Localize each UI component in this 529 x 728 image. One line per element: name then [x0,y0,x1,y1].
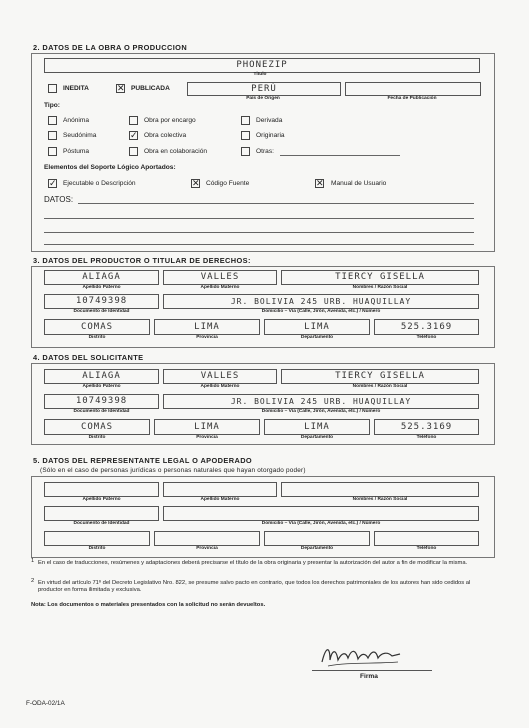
s5-materno-label: Apellido Materno [200,497,240,502]
anonima-label: Anónima [63,117,90,124]
nota-text: Nota: Los documentos o materiales presentados con la solicitud no serán devueltos. [31,602,266,608]
s4-departamento-field[interactable] [264,419,370,435]
por-encargo-checkbox[interactable] [129,116,138,125]
postuma-label: Póstuma [63,148,90,155]
s4-telefono-value: 525.3169 [400,422,453,432]
pub-date-label: Fecha de Publicación [387,96,437,101]
s3-paterno-value: ALIAGA [82,272,121,282]
por-encargo-label: Obra por encargo [144,117,196,124]
ejecutable-label: Ejecutable o Descripción [63,180,136,187]
form-code: F-ODA-02/1A [26,700,65,707]
s5-provincia-label: Provincia [196,546,218,551]
s4-telefono-field[interactable] [374,419,479,435]
s3-telefono-label: Teléfono [416,335,437,340]
s4-provincia-value: LIMA [194,422,220,432]
signature-icon [318,640,403,672]
s5-doc-field[interactable] [44,506,159,521]
s3-nombres-field[interactable] [281,270,479,285]
footnote1-mark: 1 [31,558,35,564]
s3-distrito-label: Distrito [88,335,106,340]
s4-departamento-label: Departamento [300,435,334,440]
s4-distrito-field[interactable] [44,419,150,435]
originaria-checkbox[interactable] [241,131,250,140]
s5-materno-field[interactable] [163,482,277,497]
seudonima-label: Seudónima [63,132,97,139]
footnote2-text: En virtud del artículo 71º del Decreto Legislativo Nro. 822, se presume salvo pacto en contrario, que todos los derechos patrimoniales de los autores han sido cedidos al productor en forma ilimitada y exclusiva. [38,580,471,594]
s4-paterno-label: Apellido Paterno [82,384,121,389]
datos-label: DATOS: [44,195,74,204]
tipo-label: Tipo: [44,102,60,109]
s3-departamento-value: LIMA [304,322,330,332]
s3-departamento-label: Departamento [300,335,334,340]
s4-doc-field[interactable] [44,394,159,409]
s4-paterno-field[interactable] [44,369,159,384]
s5-telefono-label: Teléfono [416,546,437,551]
s5-distrito-label: Distrito [88,546,106,551]
s3-nombres-label: Nombres / Razón Social [352,285,408,290]
footnote2-mark: 2 [31,578,35,584]
s4-domicilio-value: JR. BOLIVIA 245 URB. HUAQUILLAY [230,397,412,406]
s5-domicilio-field[interactable] [163,506,479,521]
s5-telefono-field[interactable] [374,531,479,546]
s5-provincia-field[interactable] [154,531,260,546]
s3-doc-label: Documento de Identidad [73,309,130,314]
s3-domicilio-label: Domicilio – Vía (Calle, Jirón, Avenida, etc.) / Número [261,309,381,314]
s3-domicilio-field[interactable] [163,294,479,309]
s5-departamento-field[interactable] [264,531,370,546]
s4-provincia-label: Provincia [196,435,218,440]
firma-label: Firma [360,673,378,680]
s4-paterno-value: ALIAGA [82,371,121,381]
manual-checkbox[interactable]: ✕ [316,178,324,188]
derivada-checkbox[interactable] [241,116,250,125]
seudonima-checkbox[interactable] [48,131,57,140]
s3-materno-value: VALLES [200,272,240,282]
s4-materno-field[interactable] [163,369,277,384]
s4-provincia-field[interactable] [154,419,260,435]
s3-provincia-field[interactable] [154,319,260,335]
s4-doc-value: 10749398 [75,396,128,406]
datos-line-3[interactable] [44,232,474,233]
s4-materno-label: Apellido Materno [200,384,240,389]
s3-doc-field[interactable] [44,294,159,309]
s4-domicilio-label: Domicilio – Vía (Calle, Jirón, Avenida, etc.) / Número [261,409,381,414]
publicada-checkbox[interactable]: ✕ [117,83,125,93]
s3-departamento-field[interactable] [264,319,370,335]
s4-nombres-field[interactable] [281,369,479,384]
s5-paterno-field[interactable] [44,482,159,497]
manual-label: Manual de Usuario [331,180,387,187]
s5-paterno-label: Apellido Paterno [82,497,121,502]
section4-title: 4. DATOS DEL SOLICITANTE [33,353,144,362]
publicada-label: PUBLICADA [131,85,170,92]
codigo-label: Código Fuente [206,180,250,187]
footnote1-text: En el caso de traducciones, resúmenes y adaptaciones deberá precisarse el título de la obra originaria y presentar la autorización del autor a fin de modificar la misma. [38,560,468,566]
colaboracion-checkbox[interactable] [129,147,138,156]
ejecutable-checkbox[interactable]: ✓ [49,178,57,188]
anonima-checkbox[interactable] [48,116,57,125]
work-title-field[interactable] [44,58,480,73]
s3-telefono-field[interactable] [374,319,479,335]
s4-telefono-label: Teléfono [416,435,437,440]
originaria-label: Originaria [256,132,285,139]
s4-materno-value: VALLES [200,371,240,381]
section2-title: 2. DATOS DE LA OBRA O PRODUCCION [33,43,188,52]
inedita-label: INEDITA [63,85,89,92]
s3-doc-value: 10749398 [75,296,128,306]
s3-provincia-value: LIMA [194,322,220,332]
s5-doc-label: Documento de Identidad [73,521,130,526]
s3-nombres-value: TIERCY GISELLA [335,272,425,282]
s4-domicilio-field[interactable] [163,394,479,409]
otras-label: Otras: [256,148,274,155]
colectiva-checkbox[interactable]: ✓ [130,130,138,140]
s3-materno-field[interactable] [163,270,277,285]
s3-telefono-value: 525.3169 [400,322,453,332]
country-label: País de Origen [246,96,280,101]
section3-title: 3. DATOS DEL PRODUCTOR O TITULAR DE DERECHOS: [33,256,251,265]
s3-provincia-label: Provincia [196,335,218,340]
s4-nombres-value: TIERCY GISELLA [335,371,425,381]
signature-line[interactable] [312,670,432,671]
otras-input-line[interactable] [280,155,400,156]
s5-nombres-field[interactable] [281,482,479,497]
work-title-label: Titulo [253,72,267,77]
inedita-checkbox[interactable] [48,84,57,93]
s4-departamento-value: LIMA [304,422,330,432]
country-field[interactable] [187,82,341,96]
datos-line-4[interactable] [44,244,474,245]
country-value: PERÚ [251,84,277,94]
s3-materno-label: Apellido Materno [200,285,240,290]
colaboracion-label: Obra en colaboración [144,148,208,155]
s5-distrito-field[interactable] [44,531,150,546]
s3-distrito-value: COMAS [80,322,114,332]
pub-date-field[interactable] [345,82,481,96]
soporte-title: Elementos del Soporte Lógico Aportados: [44,164,176,171]
datos-line-2[interactable] [44,218,474,219]
s4-doc-label: Documento de Identidad [73,409,130,414]
s3-distrito-field[interactable] [44,319,150,335]
derivada-label: Derivada [256,117,283,124]
codigo-checkbox[interactable]: ✕ [192,178,200,188]
datos-line-1[interactable] [78,203,474,204]
s4-distrito-value: COMAS [80,422,114,432]
section5-title: 5. DATOS DEL REPRESENTANTE LEGAL O APODERADO [33,456,253,465]
s4-distrito-label: Distrito [88,435,106,440]
s5-domicilio-label: Domicilio – Vía (Calle, Jirón, Avenida, etc.) / Número [261,521,381,526]
s5-nombres-label: Nombres / Razón Social [352,497,408,502]
postuma-checkbox[interactable] [48,147,57,156]
s3-paterno-field[interactable] [44,270,159,285]
s4-nombres-label: Nombres / Razón Social [352,384,408,389]
colectiva-label: Obra colectiva [144,132,187,139]
s3-paterno-label: Apellido Paterno [82,285,121,290]
s3-domicilio-value: JR. BOLIVIA 245 URB. HUAQUILLAY [230,297,412,306]
section5-subtitle: (Sólo en el caso de personas jurídicas o personas naturales que hayan otorgado poder) [40,467,306,474]
otras-checkbox[interactable] [241,147,250,156]
work-title-value: PHONEZIP [236,60,288,70]
s5-departamento-label: Departamento [300,546,334,551]
